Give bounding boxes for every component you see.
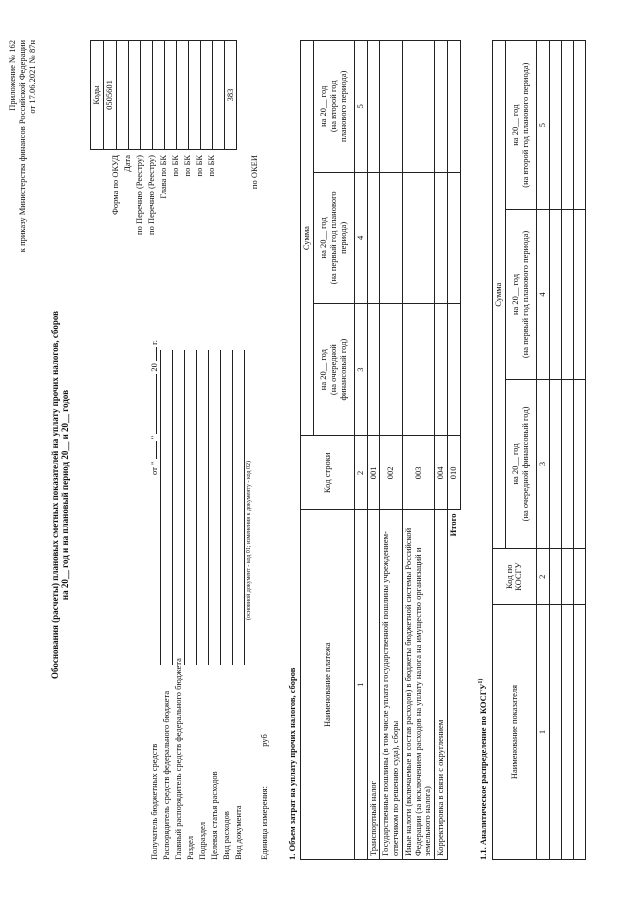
total-code: 010 (447, 436, 460, 510)
section1-table (300, 40, 461, 860)
okei-label: по ОКЕИ (249, 155, 259, 190)
total-label: Итого (447, 510, 460, 860)
field-recipient: Получатель бюджетных средств (150, 300, 162, 860)
fields-block (150, 300, 272, 860)
table-row: Корректировка в связи с округлением 004 (435, 41, 448, 860)
appendix-block (8, 40, 37, 340)
appendix-line-2: к приказу Министерства финансов Российской Федерации (16, 40, 27, 253)
table-row (561, 41, 573, 860)
unit-label: Единица измерения: (259, 786, 269, 860)
section11-title: 1.1. Аналитическое распределение по КОСГУ$^{1)}$ (477, 678, 488, 860)
s11-col-name: Наименование показателя (493, 605, 537, 860)
s11-col-year3: на 20__ год (на второй год планового периода) (505, 41, 536, 210)
field-chief-distributor: Главный распорядитель средств федерального бюджета (174, 300, 186, 860)
field-subsection: Подраздел (198, 300, 210, 860)
appendix-line-1: Приложение № 162 (7, 40, 17, 111)
s1-col-sum: Сумма (301, 41, 314, 436)
codes-header: Коды (91, 41, 104, 150)
date-line: от " " 20 г. (149, 340, 159, 475)
table-row: Транспортный налог 001 (367, 41, 380, 860)
s1-col-year1: на 20__ год (на очередной финансовый год) (313, 304, 354, 436)
doc-type-hint: (основной документ - код 01; изменения к документу - код 02) (246, 461, 252, 620)
s1-col-year2: на 20__ год (на первый год планового периода) (313, 172, 354, 304)
s11-col-year1: на 20__ год (на очередной финансовый год) (505, 379, 536, 549)
appendix-line-3: от 17.06.2021 № 87н (26, 40, 37, 114)
s1-col-code: Код строки (301, 436, 355, 510)
field-doc-type: Вид документа (234, 300, 246, 860)
codes-labels: Форма по ОКУД Дата по Перечню (Реестру) по Перечню (Реестру) Глава по БК по БК по БК по БК по БК (110, 155, 216, 235)
table-row (549, 41, 561, 860)
title-line-1: Обоснования (расчеты) плановых сметных показателей на уплату прочих налогов, сборов (50, 310, 60, 680)
s11-col-year2: на 20__ год (на первый год планового периода) (505, 210, 536, 379)
s1-col-name: Наименование платежа (301, 510, 355, 860)
s11-col-code: Код по КОСГУ (493, 549, 537, 605)
field-target-article: Целевая статья расходов (210, 300, 222, 860)
okei-code: 383 (224, 41, 237, 150)
field-distributor: Распорядитель средств федерального бюджета (162, 300, 174, 860)
field-section: Раздел (186, 300, 198, 860)
section11-table (492, 40, 586, 860)
section1-title: 1. Объем затрат на уплату прочих налогов, сборов (287, 667, 297, 860)
codes-table (90, 40, 237, 150)
okud-code: 0505601 (103, 41, 116, 150)
title-line-2: на 20__ год и на плановый период 20__ и 20__ годов (60, 389, 71, 601)
field-expense-type: Вид расходов (222, 300, 234, 860)
s11-col-sum: Сумма (493, 41, 506, 549)
table-row (573, 41, 585, 860)
s1-num-row: 1 2 3 4 5 (354, 41, 367, 860)
unit-value: руб (259, 734, 269, 747)
form-title (50, 235, 71, 755)
total-row (447, 41, 460, 860)
unit-row (260, 300, 272, 860)
s1-col-year3: на 20__ год (на второй год планового периода) (313, 41, 354, 173)
table-row: Государственные пошлины (в том числе уплата государственной пошлины учреждением-ответчиком по решению суда), сборы 002 (380, 41, 403, 860)
s11-num-row: 1 2 3 4 5 (536, 41, 549, 860)
table-row: Иные налоги (включаемые в состав расходов) в бюджеты бюджетной системы Российской Федерации (за исключением расходов на уплату налога на имущество организаций и земельного налога) 003 (402, 41, 434, 860)
